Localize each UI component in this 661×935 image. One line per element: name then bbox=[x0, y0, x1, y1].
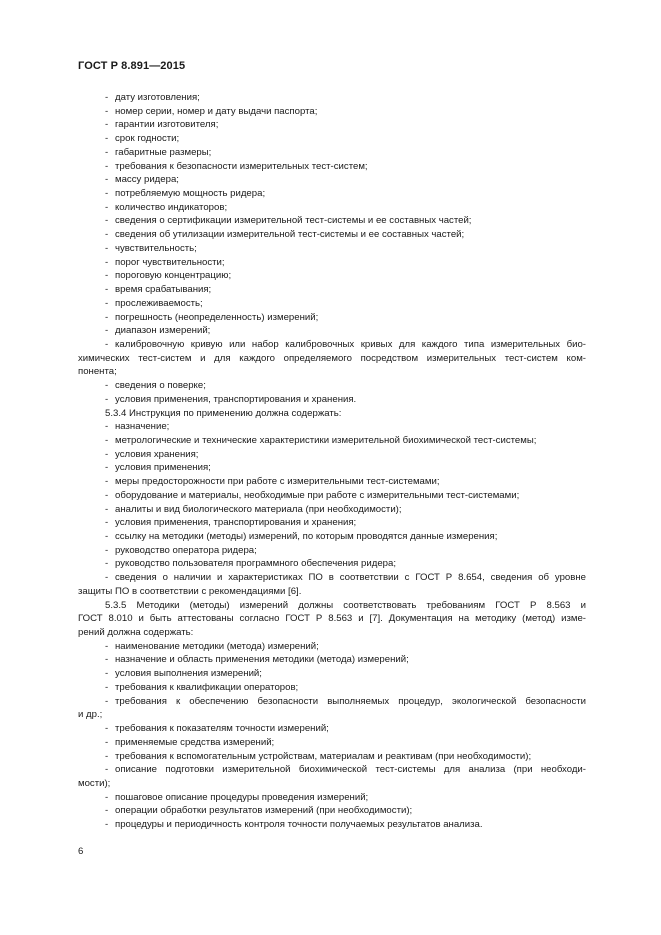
list-dash: - bbox=[105, 805, 109, 817]
list-item-text: срок годности; bbox=[115, 133, 180, 145]
list-item bbox=[78, 695, 586, 709]
list-item-text: руководство оператора ридера; bbox=[115, 544, 257, 556]
list-dash: - bbox=[105, 750, 109, 762]
list-dash: - bbox=[105, 229, 109, 241]
continuation-line: рений должна содержать: bbox=[78, 627, 194, 639]
list-item bbox=[78, 118, 586, 132]
list-dash: - bbox=[105, 201, 109, 213]
list-item-text: потребляемую мощность ридера; bbox=[115, 188, 266, 200]
list-item-text: время срабатывания; bbox=[115, 284, 212, 296]
list-item-text: назначение; bbox=[115, 421, 170, 433]
list-dash: - bbox=[105, 270, 109, 282]
list-item-text: условия хранения; bbox=[115, 448, 199, 460]
continuation-line: мости); bbox=[78, 777, 111, 789]
list-item-text: руководство пользователя программного обеспечения ридера; bbox=[115, 558, 397, 570]
list-dash: - bbox=[105, 448, 109, 460]
list-item bbox=[78, 681, 586, 695]
list-dash: - bbox=[105, 764, 109, 776]
list-item-text: требования к вспомогательным устройствам, материалам и реактивам (при необходимости); bbox=[115, 750, 532, 762]
list-item-text: оборудование и материалы, необходимые при работе с измерительными тест-системами; bbox=[115, 489, 520, 501]
list-item-text: условия применения, транспортирования и хранения. bbox=[115, 393, 357, 405]
list-item-text: диапазон измерений; bbox=[115, 325, 211, 337]
list-item bbox=[78, 544, 586, 558]
list-dash: - bbox=[105, 517, 109, 529]
list-item bbox=[78, 503, 586, 517]
list-item bbox=[78, 818, 586, 832]
list-item-text: гарантии изготовителя; bbox=[115, 119, 219, 131]
list-item bbox=[78, 804, 586, 818]
list-item bbox=[78, 105, 586, 119]
list-dash: - bbox=[105, 544, 109, 556]
list-item-text: условия выполнения измерений; bbox=[115, 668, 262, 680]
list-dash: - bbox=[105, 462, 109, 474]
list-dash: - bbox=[105, 489, 109, 501]
list-dash: - bbox=[105, 668, 109, 680]
continuation-line: понента; bbox=[78, 366, 117, 378]
list-item bbox=[78, 516, 586, 530]
list-item bbox=[78, 91, 586, 105]
list-dash: - bbox=[105, 119, 109, 131]
list-dash: - bbox=[105, 681, 109, 693]
list-dash: - bbox=[105, 476, 109, 488]
list-item bbox=[78, 640, 586, 654]
page-number: 6 bbox=[78, 846, 84, 857]
list-dash: - bbox=[105, 531, 109, 542]
list-dash: - bbox=[105, 695, 109, 707]
list-item-text: условия применения, транспортирования и хранения; bbox=[115, 517, 357, 529]
list-dash: - bbox=[105, 819, 109, 831]
list-item-text: количество индикаторов; bbox=[115, 201, 228, 213]
list-item bbox=[78, 530, 586, 544]
list-item-text: погрешность (неопределенность) измерений; bbox=[115, 311, 319, 323]
list-item bbox=[78, 311, 586, 325]
list-item-text: требования к квалификации операторов; bbox=[115, 681, 299, 693]
list-dash: - bbox=[105, 736, 109, 748]
list-dash: - bbox=[105, 92, 109, 103]
list-item bbox=[78, 420, 586, 434]
list-item bbox=[78, 393, 586, 407]
list-item bbox=[78, 763, 586, 777]
continuation-line: химических тест-систем и для каждого определяемого посредством измерительных тест-систем ком- bbox=[78, 352, 586, 364]
list-dash: - bbox=[105, 284, 109, 296]
list-dash: - bbox=[105, 338, 109, 350]
document-body bbox=[78, 91, 586, 832]
list-item-text: сведения о поверке; bbox=[115, 380, 206, 392]
list-dash: - bbox=[105, 380, 109, 392]
list-dash: - bbox=[105, 174, 109, 186]
list-item-text: применяемые средства измерений; bbox=[115, 736, 275, 748]
list-item bbox=[78, 461, 586, 475]
list-item bbox=[78, 448, 586, 462]
list-item bbox=[78, 242, 586, 256]
list-item-text: процедуры и периодичность контроля точности получаемых результатов анализа. bbox=[115, 819, 483, 831]
list-item bbox=[78, 160, 586, 174]
list-item bbox=[78, 653, 586, 667]
list-dash: - bbox=[105, 558, 109, 570]
list-dash: - bbox=[105, 791, 109, 803]
list-dash: - bbox=[105, 393, 109, 405]
list-item bbox=[78, 269, 586, 283]
list-item bbox=[78, 475, 586, 489]
list-dash: - bbox=[105, 297, 109, 309]
list-dash: - bbox=[105, 421, 109, 433]
list-item bbox=[78, 187, 586, 201]
list-dash: - bbox=[105, 311, 109, 323]
list-item bbox=[78, 571, 586, 585]
list-item-text: требования к обеспечению безопасности выполняемых процедур, экологической безопасности bbox=[115, 695, 586, 707]
list-item bbox=[78, 791, 586, 805]
document-code-header: ГОСТ Р 8.891—2015 bbox=[78, 60, 186, 72]
list-dash: - bbox=[105, 640, 109, 652]
list-item bbox=[78, 722, 586, 736]
list-item bbox=[78, 379, 586, 393]
list-item bbox=[78, 146, 586, 160]
list-item bbox=[78, 736, 586, 750]
list-item bbox=[78, 201, 586, 215]
list-item bbox=[78, 324, 586, 338]
list-dash: - bbox=[105, 242, 109, 254]
list-item bbox=[78, 489, 586, 503]
list-item bbox=[78, 750, 586, 764]
list-item-text: сведения о сертификации измерительной тест-системы и ее составных частей; bbox=[115, 215, 472, 227]
list-item-text: назначение и область применения методики (метода) измерений; bbox=[115, 654, 409, 666]
list-item-text: прослеживаемость; bbox=[115, 297, 203, 309]
list-item-text: сведения об утилизации измерительной тест-системы и ее составных частей; bbox=[115, 229, 465, 241]
list-item bbox=[78, 297, 586, 311]
list-dash: - bbox=[105, 105, 109, 117]
list-dash: - bbox=[105, 325, 109, 337]
list-item-text: меры предосторожности при работе с измерительными тест-системами; bbox=[115, 476, 440, 488]
list-item-text: аналиты и вид биологического материала (при необходимости); bbox=[115, 503, 402, 515]
continuation-line: и др.; bbox=[78, 709, 103, 721]
section-paragraph: 5.3.4 Инструкция по применению должна содержать: bbox=[105, 407, 342, 419]
list-item bbox=[78, 228, 586, 242]
list-item-text: метрологические и технические характеристики измерительной биохимической тест-системы; bbox=[115, 434, 537, 446]
list-item-text: дату изготовления; bbox=[115, 92, 200, 103]
list-item-text: требования к безопасности измерительных тест-систем; bbox=[115, 160, 368, 172]
list-dash: - bbox=[105, 723, 109, 735]
list-dash: - bbox=[105, 503, 109, 515]
list-item bbox=[78, 338, 586, 352]
list-item bbox=[78, 557, 586, 571]
list-item bbox=[78, 132, 586, 146]
list-dash: - bbox=[105, 146, 109, 158]
list-item-text: условия применения; bbox=[115, 462, 211, 474]
list-item bbox=[78, 283, 586, 297]
list-dash: - bbox=[105, 133, 109, 145]
list-item-text: описание подготовки измерительной биохимической тест-системы для анализа (при необходи- bbox=[115, 764, 586, 776]
list-dash: - bbox=[105, 256, 109, 268]
list-item-text: требования к показателям точности измерений; bbox=[115, 723, 329, 735]
list-dash: - bbox=[105, 160, 109, 172]
list-item-text: массу ридера; bbox=[115, 174, 179, 186]
list-item-text: порог чувствительности; bbox=[115, 256, 225, 268]
list-item bbox=[78, 173, 586, 187]
list-item bbox=[78, 214, 586, 228]
list-item-text: чувствительность; bbox=[115, 242, 197, 254]
list-item-text: пошаговое описание процедуры проведения измерений; bbox=[115, 791, 369, 803]
list-item-text: сведения о наличии и характеристиках ПО в соответствии с ГОСТ Р 8.654, сведения об уровне bbox=[115, 572, 586, 584]
list-dash: - bbox=[105, 215, 109, 227]
list-item bbox=[78, 256, 586, 270]
list-item-text: габаритные размеры; bbox=[115, 146, 212, 158]
list-item-text: пороговую концентрацию; bbox=[115, 270, 232, 282]
list-item-text: наименование методики (метода) измерений; bbox=[115, 640, 319, 652]
continuation-line: ГОСТ 8.010 и быть аттестованы согласно ГОСТ Р 8.563 и [7]. Документация на методику (метод) изме- bbox=[78, 613, 586, 625]
list-dash: - bbox=[105, 572, 109, 584]
list-dash: - bbox=[105, 654, 109, 666]
list-item-text: ссылку на методики (методы) измерений, по которым проводятся данные измерения; bbox=[115, 531, 498, 542]
list-item-text: калибровочную кривую или набор калибровочных кривых для каждого типа измерительных био- bbox=[115, 338, 586, 350]
list-item bbox=[78, 667, 586, 681]
list-item-text: операции обработки результатов измерений (при необходимости); bbox=[115, 805, 413, 817]
continuation-line: защиты ПО в соответствии с рекомендациями [6]. bbox=[78, 585, 302, 597]
section-paragraph: 5.3.5 Методики (методы) измерений должны соответствовать требованиям ГОСТ Р 8.563 и bbox=[105, 599, 586, 611]
list-dash: - bbox=[105, 434, 109, 446]
list-dash: - bbox=[105, 188, 109, 200]
list-item-text: номер серии, номер и дату выдачи паспорта; bbox=[115, 105, 318, 117]
list-item bbox=[78, 434, 586, 448]
